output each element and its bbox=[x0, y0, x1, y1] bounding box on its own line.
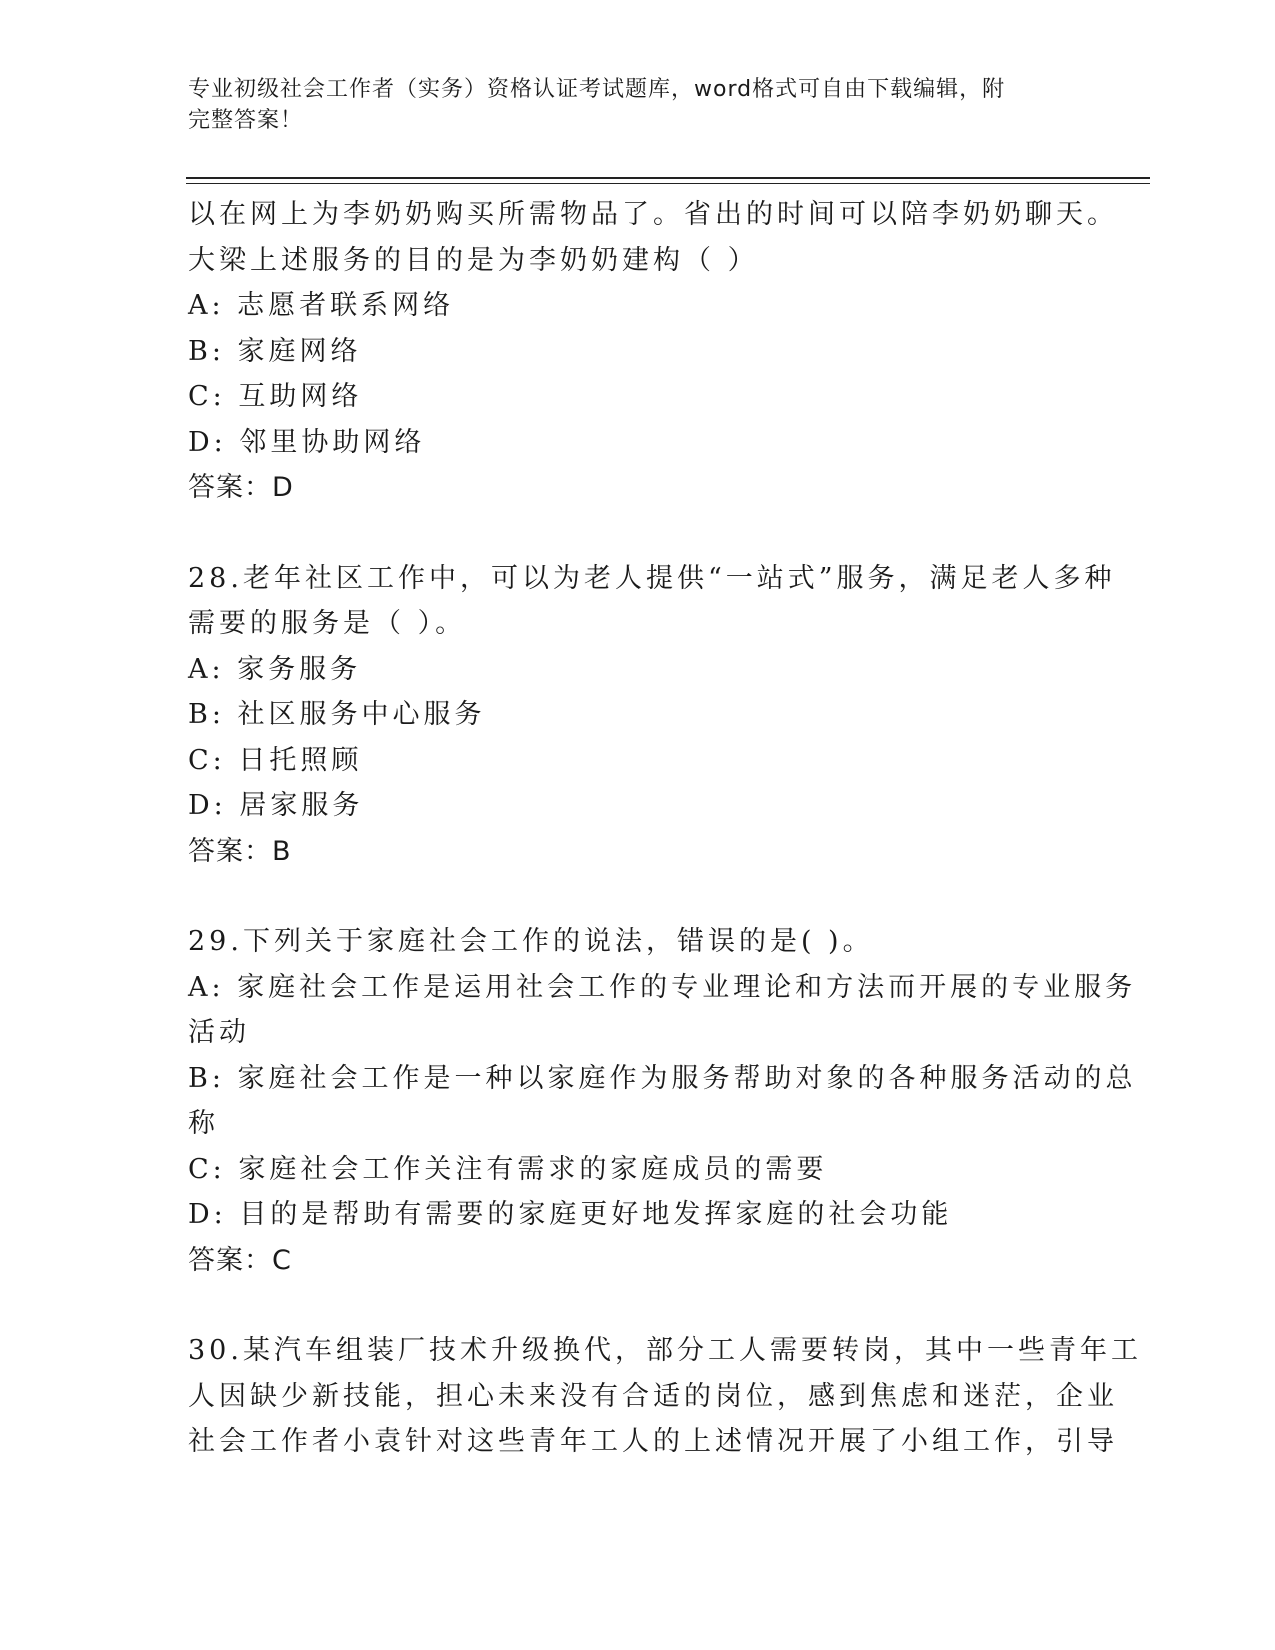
option-b: B: 家庭网络 bbox=[188, 335, 362, 367]
option-a: A: 家庭社会工作是运用社会工作的专业理论和方法而开展的专业服务 bbox=[188, 971, 1137, 1003]
question-29 bbox=[188, 919, 1137, 1283]
question-spacer bbox=[188, 511, 1068, 556]
header-title-line-2: 完整答案！ bbox=[188, 108, 304, 133]
question-stem-line: 29.下列关于家庭社会工作的说法，错误的是( )。 bbox=[188, 926, 874, 957]
question-stem-line: 以在网上为李奶奶购买所需物品了。省出的时间可以陪李奶奶聊天。 bbox=[188, 199, 1118, 230]
option-a-continued: 活动 bbox=[188, 1017, 250, 1048]
option-b-continued: 称 bbox=[188, 1108, 219, 1139]
question-stem-line: 社会工作者小袁针对这些青年工人的上述情况开展了小组工作，引导 bbox=[188, 1426, 1118, 1457]
question-content bbox=[188, 192, 1142, 1465]
question-30 bbox=[188, 1328, 1142, 1465]
document-header bbox=[188, 74, 1068, 136]
header-divider-thin bbox=[186, 183, 1150, 184]
answer-line: 答案：D bbox=[188, 472, 294, 503]
answer-line: 答案：B bbox=[188, 835, 292, 867]
option-d: D: 邻里协助网络 bbox=[188, 426, 426, 458]
question-stem-line: 人因缺少新技能，担心未来没有合适的岗位，感到焦虑和迷茫，企业 bbox=[188, 1380, 1118, 1412]
question-spacer bbox=[188, 1283, 1068, 1328]
option-b: B: 家庭社会工作是一种以家庭作为服务帮助对象的各种服务活动的总 bbox=[188, 1062, 1137, 1094]
question-27 bbox=[188, 192, 1118, 511]
question-stem-line: 需要的服务是（ ）。 bbox=[188, 608, 467, 639]
option-d: D: 目的是帮助有需要的家庭更好地发挥家庭的社会功能 bbox=[188, 1199, 953, 1230]
header-title-line-1: 专业初级社会工作者（实务）资格认证考试题库，word格式可自由下载编辑，附 bbox=[188, 77, 1006, 102]
question-spacer bbox=[188, 874, 1068, 919]
question-28 bbox=[188, 556, 1116, 875]
header-divider-thick bbox=[186, 177, 1150, 179]
question-stem-line: 28.老年社区工作中，可以为老人提供“一站式”服务，满足老人多种 bbox=[188, 562, 1116, 594]
option-a: A: 志愿者联系网络 bbox=[188, 290, 455, 321]
option-c: C: 互助网络 bbox=[188, 381, 363, 412]
option-c: C: 日托照顾 bbox=[188, 744, 363, 776]
option-c: C: 家庭社会工作关注有需求的家庭成员的需要 bbox=[188, 1153, 828, 1185]
answer-line: 答案：C bbox=[188, 1244, 292, 1276]
option-d: D: 居家服务 bbox=[188, 790, 364, 821]
question-stem-line: 大梁上述服务的目的是为李奶奶建构（ ） bbox=[188, 244, 759, 276]
question-stem-line: 30.某汽车组装厂技术升级换代，部分工人需要转岗，其中一些青年工 bbox=[188, 1335, 1142, 1366]
option-a: A: 家务服务 bbox=[188, 653, 362, 685]
option-b: B: 社区服务中心服务 bbox=[188, 699, 486, 730]
